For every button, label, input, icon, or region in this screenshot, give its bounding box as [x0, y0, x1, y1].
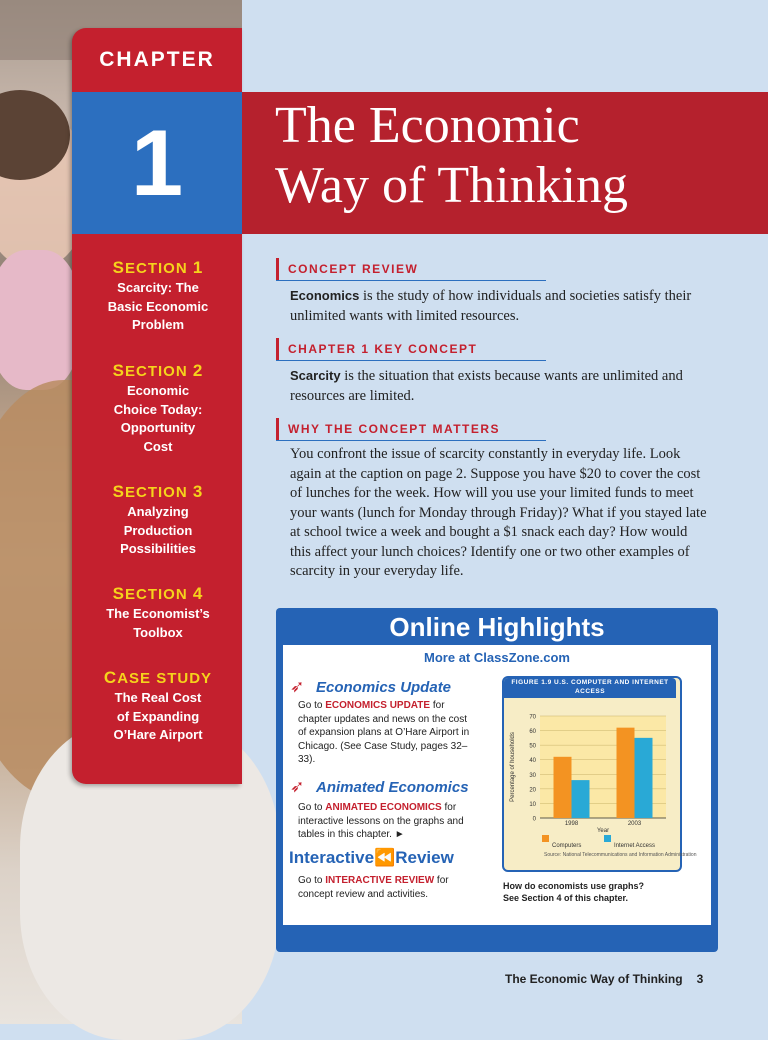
- footer-title: The Economic Way of Thinking: [505, 972, 683, 986]
- y-tick-label: 70: [529, 714, 536, 721]
- classzone-link[interactable]: More at ClassZone.com: [424, 650, 570, 665]
- why-matters-heading: WHY THE CONCEPT MATTERS: [276, 418, 500, 440]
- bar-computers-1998: [554, 757, 572, 818]
- interactive-review-text: Go to INTERACTIVE REVIEW for concept review and activities.: [298, 875, 449, 900]
- rewind-icon: ⏪: [374, 848, 396, 867]
- y-axis-label: Percentage of households: [510, 732, 516, 802]
- bar-internet-access-2003: [635, 738, 653, 818]
- y-tick-label: 40: [529, 758, 536, 765]
- rocket-icon: ➶: [290, 777, 305, 796]
- online-highlights-title: Online Highlights: [389, 612, 605, 642]
- chapter-number: 1: [130, 110, 184, 215]
- y-tick-label: 30: [529, 772, 536, 779]
- legend-label: Internet Access: [614, 843, 656, 849]
- x-tick-label: 2003: [627, 821, 642, 827]
- economics-update-link[interactable]: ➶ Economics Update: [290, 677, 452, 696]
- bar-chart: [504, 700, 697, 866]
- legend-swatch: [604, 835, 611, 842]
- nav-section-1[interactable]: SECTION 1 Scarcity: The Basic Economic Problem: [107, 258, 209, 332]
- figure-header: [504, 678, 676, 698]
- nav-section-2[interactable]: SECTION 2 Economic Choice Today: Opportunity Cost: [112, 361, 204, 454]
- nav-section-3[interactable]: SECTION 3 Analyzing Production Possibilities: [112, 482, 204, 556]
- key-concept-text: Scarcity is the situation that exists because wants are unlimited and resources are limited.: [290, 368, 683, 404]
- economics-update-text: Go to ECONOMICS UPDATE for chapter updates and news on the cost of expansion plans at O’Hare Airport in Chicago. (See Case Study, pages 32–33).: [298, 700, 470, 765]
- legend-label: Computers: [552, 843, 582, 849]
- concept-review-text: Economics is the study of how individuals and societies satisfy their unlimited wants with limited resources.: [290, 288, 692, 324]
- page-number: 3: [696, 972, 704, 986]
- chart-source: Source: National Telecommunications and Information Administration: [544, 852, 697, 858]
- bar-computers-2003: [617, 728, 635, 818]
- x-tick-label: 1998: [564, 821, 579, 827]
- y-tick-label: 0: [532, 816, 536, 823]
- key-concept-heading: CHAPTER 1 KEY CONCEPT: [276, 338, 477, 360]
- animated-economics-link[interactable]: ➶ Animated Economics: [290, 777, 469, 796]
- figure-caption: How do economists use graphs? See Section 4 of this chapter.: [503, 881, 645, 903]
- y-tick-label: 10: [529, 801, 536, 808]
- chapter-title-line1: The Economic: [275, 97, 580, 154]
- animated-economics-text: Go to ANIMATED ECONOMICS for interactive lessons on the graphs and tables in this chapter. ►: [298, 802, 464, 840]
- page-footer: [505, 972, 703, 986]
- legend-swatch: [542, 835, 549, 842]
- nav-section-4[interactable]: SECTION 4 The Economist’s Toolbox: [106, 584, 210, 640]
- concept-review-heading: CONCEPT REVIEW: [276, 258, 418, 280]
- y-tick-label: 20: [529, 787, 536, 794]
- y-tick-label: 60: [529, 729, 536, 736]
- figure-label: FIGURE 1.9: [511, 679, 552, 686]
- chapter-title-line2: Way of Thinking: [275, 157, 629, 214]
- rocket-icon: ➶: [290, 677, 305, 696]
- nav-case-study[interactable]: CASE STUDY The Real Cost of Expanding O’Hare Airport: [103, 668, 213, 742]
- x-axis-label: Year: [596, 828, 610, 834]
- chapter-label: CHAPTER: [99, 48, 215, 71]
- chart-area: [504, 700, 697, 866]
- y-tick-label: 50: [529, 743, 536, 750]
- bar-internet-access-1998: [572, 780, 590, 818]
- figure-title: U.S. COMPUTER AND INTERNET ACCESS: [554, 679, 669, 695]
- interactive-review-link[interactable]: Interactive⏪Review: [289, 848, 454, 867]
- chapter-title: [275, 96, 628, 216]
- why-matters-text: You confront the issue of scarcity constantly in everyday life. Look again at the caption on page 2. Suppose you have $20 to cover the cost of lunches for the week. How will you use your limited funds to meet your wants (lunch for Monday through Friday)? What if you stayed late at school twice a week and bought a $1 snack each day? How would this affect your lunch choices? Identify one or two other examples of scarcity in your everyday life.: [290, 446, 707, 579]
